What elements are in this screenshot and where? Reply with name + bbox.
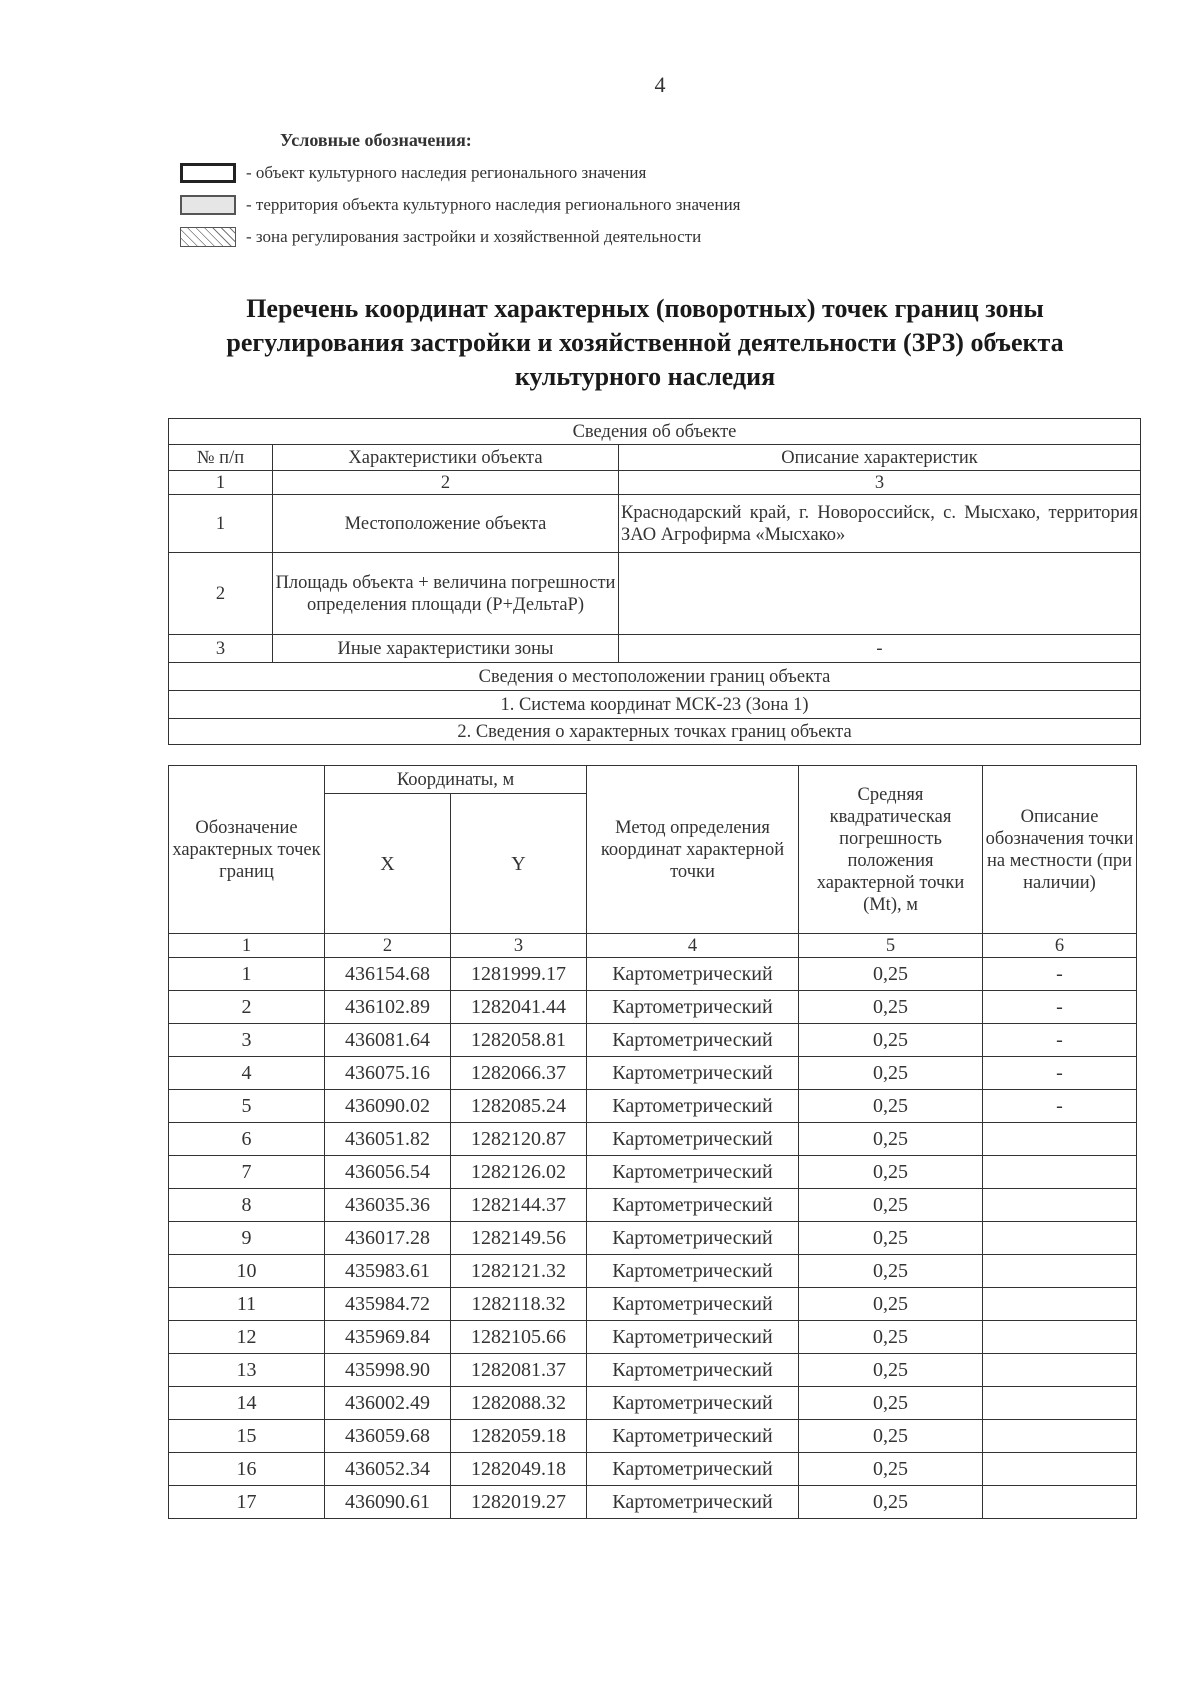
- point-method: Картометрический: [587, 1222, 799, 1255]
- point-y: 1281999.17: [451, 958, 587, 991]
- point-description: -: [983, 958, 1137, 991]
- heading-line: Перечень координат характерных (поворотных) точек границ зоны: [246, 294, 1044, 323]
- point-y: 1282088.32: [451, 1387, 587, 1420]
- point-method: Картометрический: [587, 1255, 799, 1288]
- section-title: Сведения об объекте: [169, 419, 1141, 445]
- point-description: -: [983, 991, 1137, 1024]
- point-method: Картометрический: [587, 1057, 799, 1090]
- column-number: 2: [273, 471, 619, 495]
- point-method: Картометрический: [587, 1486, 799, 1519]
- table-row: [169, 1156, 1137, 1189]
- column-number: 2: [325, 934, 451, 958]
- point-method: Картометрический: [587, 1123, 799, 1156]
- point-x: 436075.16: [325, 1057, 451, 1090]
- points-section-title: 2. Сведения о характерных точках границ объекта: [169, 719, 1141, 745]
- point-method: Картометрический: [587, 1387, 799, 1420]
- point-number: 1: [169, 958, 325, 991]
- point-number: 4: [169, 1057, 325, 1090]
- point-method: Картометрический: [587, 1453, 799, 1486]
- point-y: 1282041.44: [451, 991, 587, 1024]
- column-number: 3: [619, 471, 1141, 495]
- legend-item-label: - территория объекта культурного наследия регионального значения: [246, 195, 741, 214]
- designation-header: Обозначение характерных точек границ: [169, 766, 325, 934]
- point-y: 1282120.87: [451, 1123, 587, 1156]
- point-y: 1282105.66: [451, 1321, 587, 1354]
- point-number: 7: [169, 1156, 325, 1189]
- table-row: [169, 1255, 1137, 1288]
- y-header: Y: [451, 794, 587, 934]
- column-header: Описание характеристик: [619, 445, 1141, 471]
- table-row: [169, 1288, 1137, 1321]
- legend: [180, 130, 741, 253]
- territory-swatch-icon: [180, 195, 236, 215]
- table-row: [169, 991, 1137, 1024]
- point-method: Картометрический: [587, 1288, 799, 1321]
- point-x: 435969.84: [325, 1321, 451, 1354]
- point-description: [983, 1288, 1137, 1321]
- point-method: Картометрический: [587, 1321, 799, 1354]
- point-y: 1282126.02: [451, 1156, 587, 1189]
- characteristic-name: Площадь объекта + величина погрешности определения площади (P+ДельтаP): [273, 553, 619, 635]
- point-y: 1282058.81: [451, 1024, 587, 1057]
- point-number: 3: [169, 1024, 325, 1057]
- point-x: 436102.89: [325, 991, 451, 1024]
- point-x: 436154.68: [325, 958, 451, 991]
- point-number: 5: [169, 1090, 325, 1123]
- table-row: [169, 1486, 1137, 1519]
- object-swatch-icon: [180, 163, 236, 183]
- point-method: Картометрический: [587, 1189, 799, 1222]
- x-header: X: [325, 794, 451, 934]
- table-row: [169, 958, 1137, 991]
- point-y: 1282049.18: [451, 1453, 587, 1486]
- point-error: 0,25: [799, 1156, 983, 1189]
- point-error: 0,25: [799, 1453, 983, 1486]
- table-row: [169, 1189, 1137, 1222]
- description-header: Описание обозначения точки на местности (при наличии): [983, 766, 1137, 934]
- point-error: 0,25: [799, 1354, 983, 1387]
- table-row: [169, 1222, 1137, 1255]
- point-description: [983, 1486, 1137, 1519]
- point-number: 6: [169, 1123, 325, 1156]
- table-row: [169, 1090, 1137, 1123]
- column-header: № п/п: [169, 445, 273, 471]
- point-y: 1282144.37: [451, 1189, 587, 1222]
- location-section-title: Сведения о местоположении границ объекта: [169, 663, 1141, 691]
- coordinate-system: 1. Система координат МСК-23 (Зона 1): [169, 691, 1141, 719]
- column-header: Характеристики объекта: [273, 445, 619, 471]
- heading-line: культурного наследия: [514, 362, 776, 391]
- point-error: 0,25: [799, 991, 983, 1024]
- characteristic-value: Краснодарский край, г. Новороссийск, с. Мысхако, территория ЗАО Агрофирма «Мысхако»: [619, 495, 1141, 553]
- point-description: [983, 1354, 1137, 1387]
- point-error: 0,25: [799, 1255, 983, 1288]
- point-description: [983, 1189, 1137, 1222]
- column-number: 3: [451, 934, 587, 958]
- column-number: 4: [587, 934, 799, 958]
- point-error: 0,25: [799, 1288, 983, 1321]
- table-row: [169, 1453, 1137, 1486]
- row-number: 3: [169, 635, 273, 663]
- point-method: Картометрический: [587, 991, 799, 1024]
- heading-line: регулирования застройки и хозяйственной деятельности (ЗРЗ) объекта: [226, 328, 1064, 357]
- point-error: 0,25: [799, 958, 983, 991]
- characteristic-name: Местоположение объекта: [273, 495, 619, 553]
- point-description: [983, 1255, 1137, 1288]
- point-error: 0,25: [799, 1387, 983, 1420]
- point-x: 436059.68: [325, 1420, 451, 1453]
- point-error: 0,25: [799, 1321, 983, 1354]
- point-description: -: [983, 1024, 1137, 1057]
- legend-title: Условные обозначения:: [280, 130, 472, 150]
- column-number: 1: [169, 934, 325, 958]
- point-description: -: [983, 1057, 1137, 1090]
- point-number: 9: [169, 1222, 325, 1255]
- point-number: 14: [169, 1387, 325, 1420]
- hatched-zone-swatch-icon: [180, 227, 236, 247]
- column-number: 1: [169, 471, 273, 495]
- point-y: 1282149.56: [451, 1222, 587, 1255]
- point-x: 436081.64: [325, 1024, 451, 1057]
- point-error: 0,25: [799, 1090, 983, 1123]
- point-error: 0,25: [799, 1024, 983, 1057]
- point-number: 10: [169, 1255, 325, 1288]
- boundary-points-table: [168, 765, 1137, 1519]
- point-y: 1282085.24: [451, 1090, 587, 1123]
- table-row: [169, 1123, 1137, 1156]
- table-row: [169, 1354, 1137, 1387]
- point-x: 436052.34: [325, 1453, 451, 1486]
- legend-item-zone: [180, 221, 741, 253]
- point-x: 436090.02: [325, 1090, 451, 1123]
- point-number: 2: [169, 991, 325, 1024]
- page-number: 4: [654, 72, 666, 97]
- row-number: 2: [169, 553, 273, 635]
- point-method: Картометрический: [587, 1420, 799, 1453]
- document-heading: [150, 292, 1140, 394]
- legend-item-label: - зона регулирования застройки и хозяйственной деятельности: [246, 227, 702, 246]
- row-number: 1: [169, 495, 273, 553]
- point-x: 435984.72: [325, 1288, 451, 1321]
- legend-item-territory: [180, 189, 741, 221]
- point-number: 8: [169, 1189, 325, 1222]
- legend-item-label: - объект культурного наследия регионального значения: [246, 163, 647, 182]
- point-error: 0,25: [799, 1486, 983, 1519]
- point-method: Картометрический: [587, 1156, 799, 1189]
- point-description: [983, 1387, 1137, 1420]
- column-number: 5: [799, 934, 983, 958]
- point-y: 1282121.32: [451, 1255, 587, 1288]
- point-number: 15: [169, 1420, 325, 1453]
- point-y: 1282019.27: [451, 1486, 587, 1519]
- point-description: [983, 1321, 1137, 1354]
- point-description: -: [983, 1090, 1137, 1123]
- point-y: 1282066.37: [451, 1057, 587, 1090]
- point-y: 1282118.32: [451, 1288, 587, 1321]
- characteristic-value: [619, 553, 1141, 635]
- point-x: 436002.49: [325, 1387, 451, 1420]
- point-error: 0,25: [799, 1420, 983, 1453]
- table-row: [169, 1387, 1137, 1420]
- error-header: Средняя квадратическая погрешность положения характерной точки (Mt), м: [799, 766, 983, 934]
- point-method: Картометрический: [587, 1024, 799, 1057]
- legend-item-object: [180, 157, 741, 189]
- point-error: 0,25: [799, 1057, 983, 1090]
- table-row: [169, 1321, 1137, 1354]
- point-error: 0,25: [799, 1222, 983, 1255]
- point-method: Картометрический: [587, 958, 799, 991]
- point-x: 436051.82: [325, 1123, 451, 1156]
- point-x: 436017.28: [325, 1222, 451, 1255]
- point-number: 12: [169, 1321, 325, 1354]
- point-description: [983, 1453, 1137, 1486]
- column-number: 6: [983, 934, 1137, 958]
- point-y: 1282081.37: [451, 1354, 587, 1387]
- characteristic-value: -: [619, 635, 1141, 663]
- point-method: Картометрический: [587, 1354, 799, 1387]
- point-error: 0,25: [799, 1189, 983, 1222]
- point-number: 11: [169, 1288, 325, 1321]
- point-description: [983, 1156, 1137, 1189]
- coordinates-header: Координаты, м: [325, 766, 587, 794]
- point-x: 435998.90: [325, 1354, 451, 1387]
- point-number: 16: [169, 1453, 325, 1486]
- point-y: 1282059.18: [451, 1420, 587, 1453]
- point-x: 436090.61: [325, 1486, 451, 1519]
- point-description: [983, 1123, 1137, 1156]
- point-error: 0,25: [799, 1123, 983, 1156]
- point-x: 436035.36: [325, 1189, 451, 1222]
- characteristic-name: Иные характеристики зоны: [273, 635, 619, 663]
- table-row: [169, 1057, 1137, 1090]
- object-info-table: [168, 418, 1141, 745]
- point-number: 13: [169, 1354, 325, 1387]
- point-method: Картометрический: [587, 1090, 799, 1123]
- point-description: [983, 1420, 1137, 1453]
- point-x: 435983.61: [325, 1255, 451, 1288]
- point-number: 17: [169, 1486, 325, 1519]
- point-description: [983, 1222, 1137, 1255]
- table-row: [169, 1420, 1137, 1453]
- points-table-body: [169, 958, 1137, 1519]
- method-header: Метод определения координат характерной точки: [587, 766, 799, 934]
- table-row: [169, 1024, 1137, 1057]
- point-x: 436056.54: [325, 1156, 451, 1189]
